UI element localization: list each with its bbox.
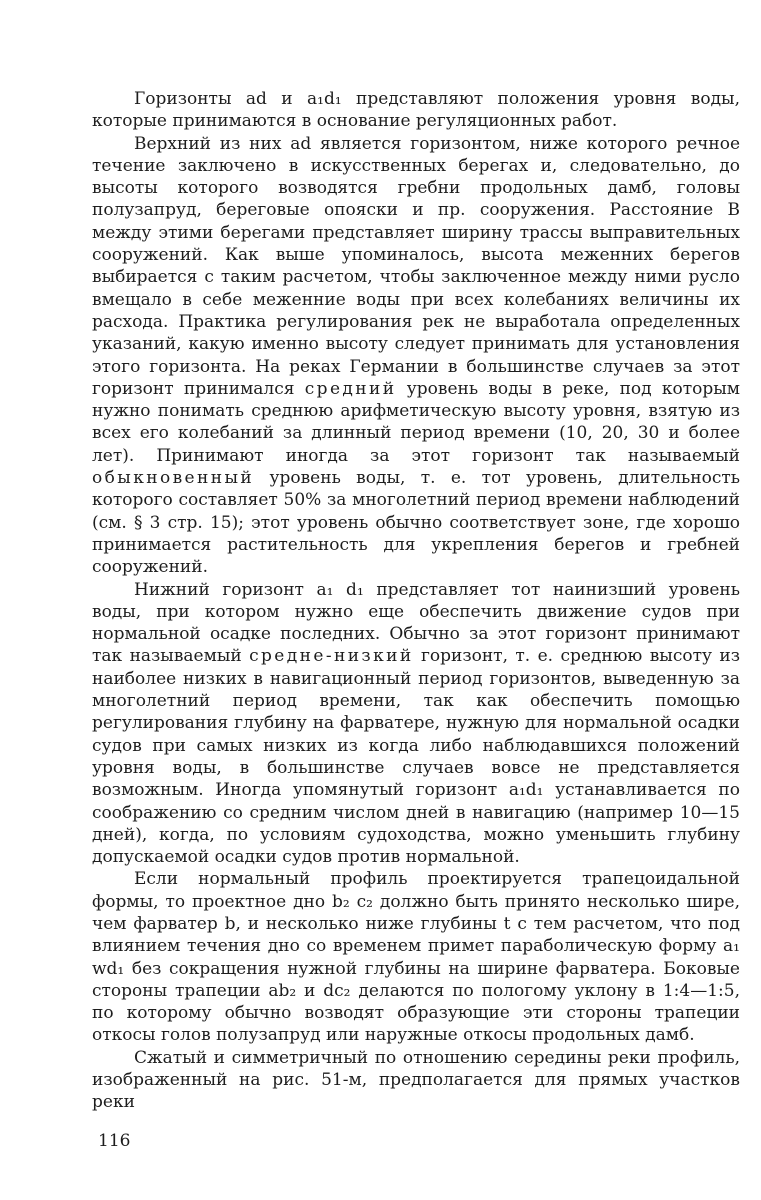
paragraph-text: уровень воды в реке, под которым нужно понимать среднюю арифметическую высоту уровня, взятую из всех его колебаний за длинный период времени (10, 20, 30 и более лет). Принимают иногда за этот горизонт так называемый <box>92 378 740 466</box>
paragraph-4 <box>92 868 740 1046</box>
paragraph-text: Если нормальный профиль проектируется трапецоидальной формы, то проектное дно b₂ c₂ должно быть принято несколько шире, чем фарватер b, и несколько ниже глубины t с тем расчетом, что под влиянием течения дно со временем примет параболическую форму a₁ wd₁ без сокращения нужной глубины на ширине фарватера. Боковые стороны трапеции ab₂ и dc₂ делаются по пологому уклону в 1:4—1:5, по которому обычно возводят образующие эти стороны трапеции откосы голов полузапруд или наружные откосы продольных дамб. <box>92 869 740 1046</box>
paragraph-text: Горизонты ad и a₁d₁ представляют положения уровня воды, которые принимаются в основание регуляционных работ. <box>92 89 740 132</box>
paragraph-text: Нижний горизонт a₁ d₁ представляет тот наинизший уровень воды, при котором нужно еще обеспечить движение судов при нормальной осадке последних. Обычно за этот горизонт принимают так называемый <box>92 579 740 667</box>
paragraph-text: горизонт, т. е. среднюю высоту из наиболее низких в навигационный период горизонтов, выведенную за многолетний период времени, так как обеспечить помощью регулирования глубину на фарватере, нужную для нормальной осадки судов при самых низких из когда либо наблюдавшихся положений уровня воды, в большинстве случаев вовсе не представляется возможным. Иногда упомянутый горизонт a₁d₁ устанавливается по соображению со средним числом дней в навигацию (например 10—15 дней), когда, по условиям судоходства, можно уменьшить глубину допускаемой осадки судов против нормальной. <box>92 646 740 868</box>
paragraph-2 <box>92 133 740 579</box>
paragraph-text: уровень воды, т. е. тот уровень, длительность которого составляет 50% за многолетний период времени наблюдений (см. § 3 стр. 15); этот уровень обычно соответствует зоне, где хорошо принимается растительность для укрепления берегов и гребней сооружений. <box>92 468 740 578</box>
paragraph-3 <box>92 579 740 869</box>
paragraph-1 <box>92 88 740 133</box>
emphasized-term: средне-низкий <box>249 646 414 667</box>
emphasized-term: средний <box>304 378 397 399</box>
body-text <box>92 88 740 1114</box>
emphasized-term: обыкновенный <box>92 468 255 489</box>
paragraph-text: Верхний из них ad является горизонтом, ниже которого речное течение заключено в искусственных берегах и, следовательно, до высоты которого возводятся гребни продольных дамб, головы полузапруд, береговые опояски и пр. сооружения. Расстояние B между этими берегами представляет ширину трассы выправительных сооружений. Как выше упоминалось, высота меженних берегов выбирается с таким расчетом, чтобы заключенное между ними русло вмещало в себе меженние воды при всех колебаниях величины их расхода. Практика регулирования рек не выработала определенных указаний, какую именно высоту следует принимать для установления этого горизонта. На реках Германии в большинстве случаев за этот горизонт принимался <box>92 133 740 399</box>
paragraph-text: Сжатый и симметричный по отношению середины реки профиль, изображенный на рис. 51-м, предполагается для прямых участков реки <box>92 1047 740 1113</box>
page-number: 116 <box>98 1131 131 1151</box>
paragraph-5 <box>92 1047 740 1114</box>
